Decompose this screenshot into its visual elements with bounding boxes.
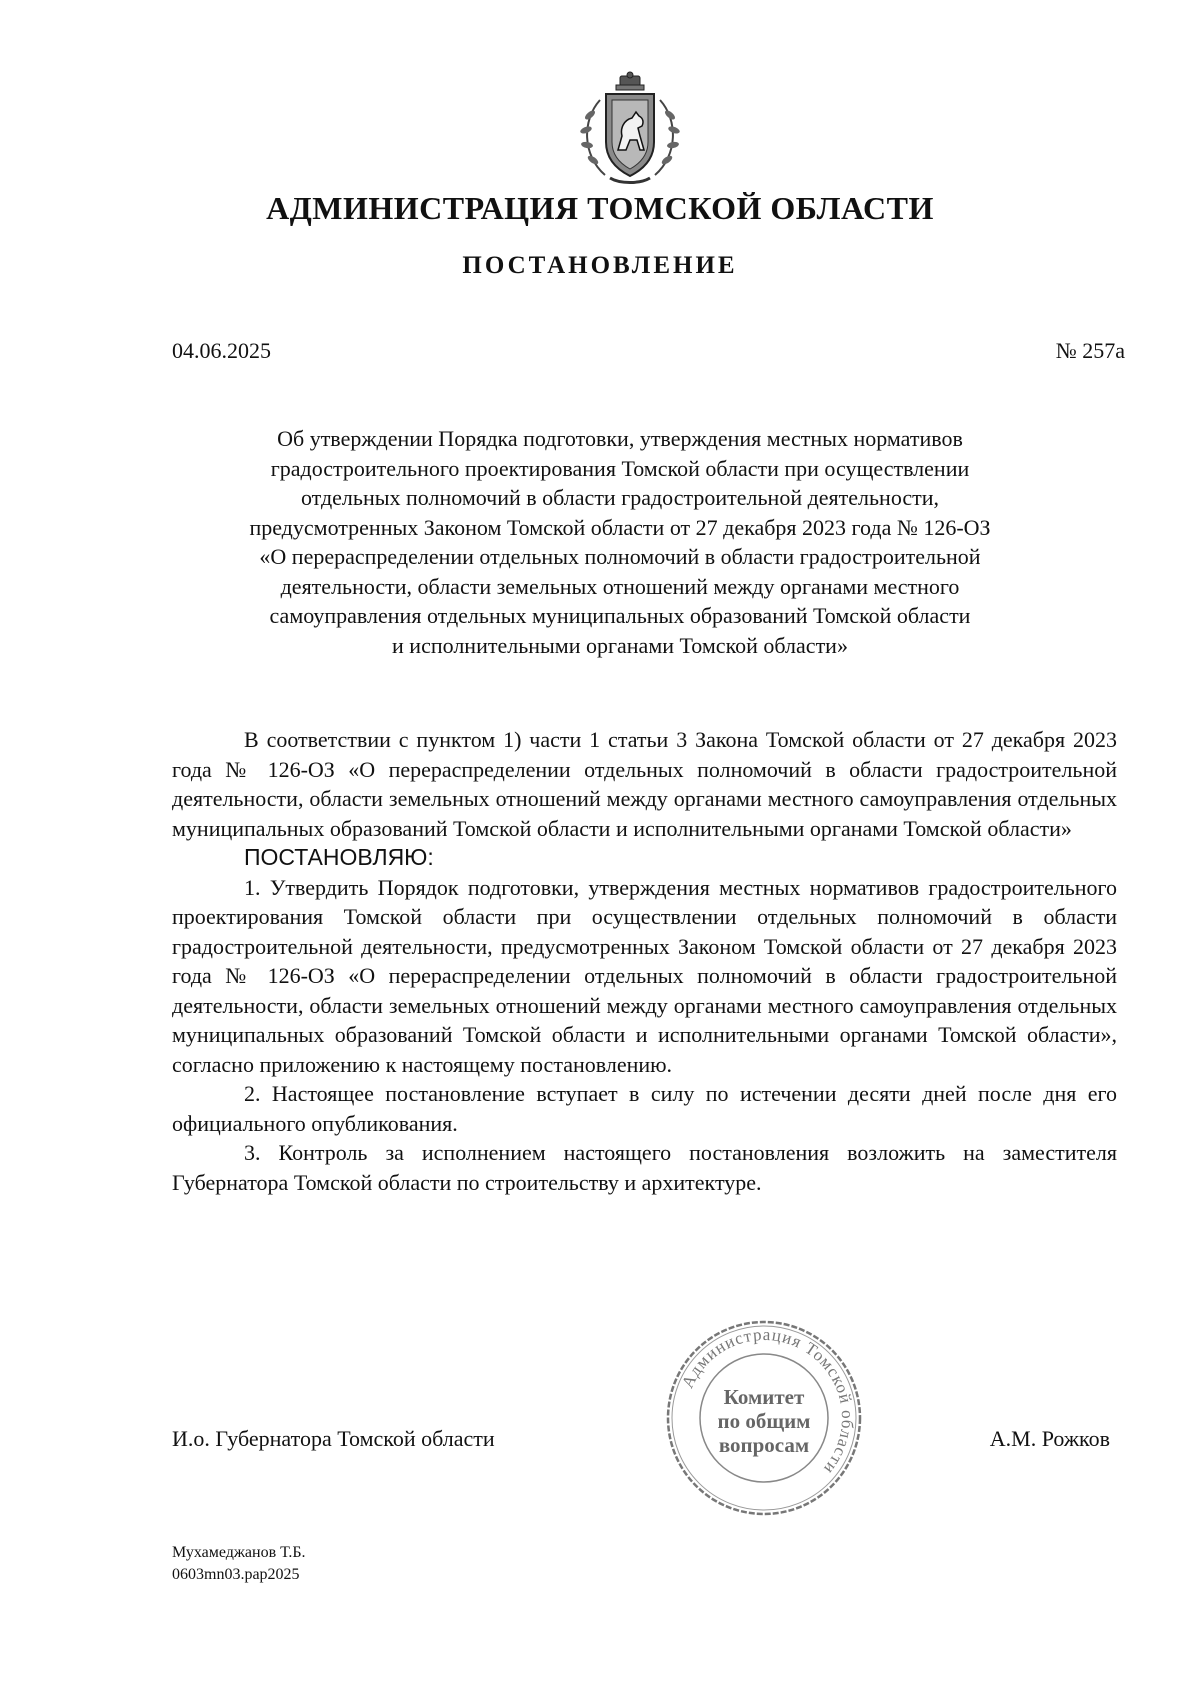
document-subject (170, 424, 1070, 660)
signatory-title: И.о. Губернатора Томской области (172, 1426, 495, 1451)
subject-line: деятельности, области земельных отношений между органами местного (280, 573, 960, 599)
svg-text:вопросам: вопросам (718, 1433, 810, 1457)
executor-file-code: 0603mn03.pap2025 (172, 1566, 300, 1583)
subject-line: градостроительного проектирования Томской области при осуществлении (270, 455, 970, 481)
official-seal-stamp (664, 1318, 864, 1518)
decree-item-2: 2. Настоящее постановление вступает в силу по истечении десяти дней после дня его официального опубликования. (172, 1081, 1117, 1136)
subject-line: «О перераспределении отдельных полномочий в области градостроительной (259, 544, 981, 569)
subject-line: отдельных полномочий в области градостроительной деятельности, (300, 485, 940, 510)
executor-name: Мухамеджанов Т.Б. (172, 1544, 306, 1561)
subject-line: предусмотренных Законом Томской области от 27 декабря 2023 года № 126-ОЗ (249, 514, 991, 540)
subject-line: самоуправления отдельных муниципальных образований Томской области (269, 603, 971, 628)
document-body (172, 725, 1117, 1197)
executor-block (172, 1542, 306, 1586)
subject-line: Об утверждении Порядка подготовки, утверждения местных нормативов (277, 426, 963, 451)
subject-line: и исполнительными органами Томской области» (392, 632, 848, 658)
tomsk-coat-of-arms-icon (560, 70, 700, 190)
document-date: 04.06.2025 (172, 338, 271, 363)
signatory-name: А.М. Рожков (989, 1426, 1110, 1451)
svg-text:Администрация Томской области: Администрация Томской области (677, 1324, 858, 1479)
document-type: ПОСТАНОВЛЕНИЕ (462, 252, 738, 279)
decree-word: ПОСТАНОВЛЯЮ: (244, 844, 434, 870)
preamble-paragraph: В соответствии с пунктом 1) части 1 статьи 3 Закона Томской области от 27 декабря 2023 года № 126-ОЗ «О перераспределении отдельных полномочий в области градостроительной деятельности, области земельных отношений между органами местного самоуправления отдельных муниципальных образований Томской области и исполнительными органами Томской области» (172, 727, 1117, 841)
organization-title: АДМИНИСТРАЦИЯ ТОМСКОЙ ОБЛАСТИ (266, 190, 934, 226)
svg-text:Комитет: Комитет (723, 1385, 805, 1409)
decree-item-1: 1. Утвердить Порядок подготовки, утверждения местных нормативов градостроительного проектирования Томской области при осуществлении отдельных полномочий в области градостроительной деятельности, предусмотренных Законом Томской области от 27 декабря 2023 года № 126-ОЗ «О перераспределении отдельных полномочий в области градостроительной деятельности, области земельных отношений между органами местного самоуправления отдельных муниципальных образований Томской области и исполнительными органами Томской области», согласно приложению к настоящему постановлению. (172, 874, 1117, 1077)
svg-text:по общим: по общим (717, 1409, 811, 1433)
document-number: № 257а (1055, 338, 1125, 363)
decree-item-3: 3. Контроль за исполнением настоящего постановления возложить на заместителя Губернатора Томской области по строительству и архитектуре. (172, 1140, 1117, 1195)
